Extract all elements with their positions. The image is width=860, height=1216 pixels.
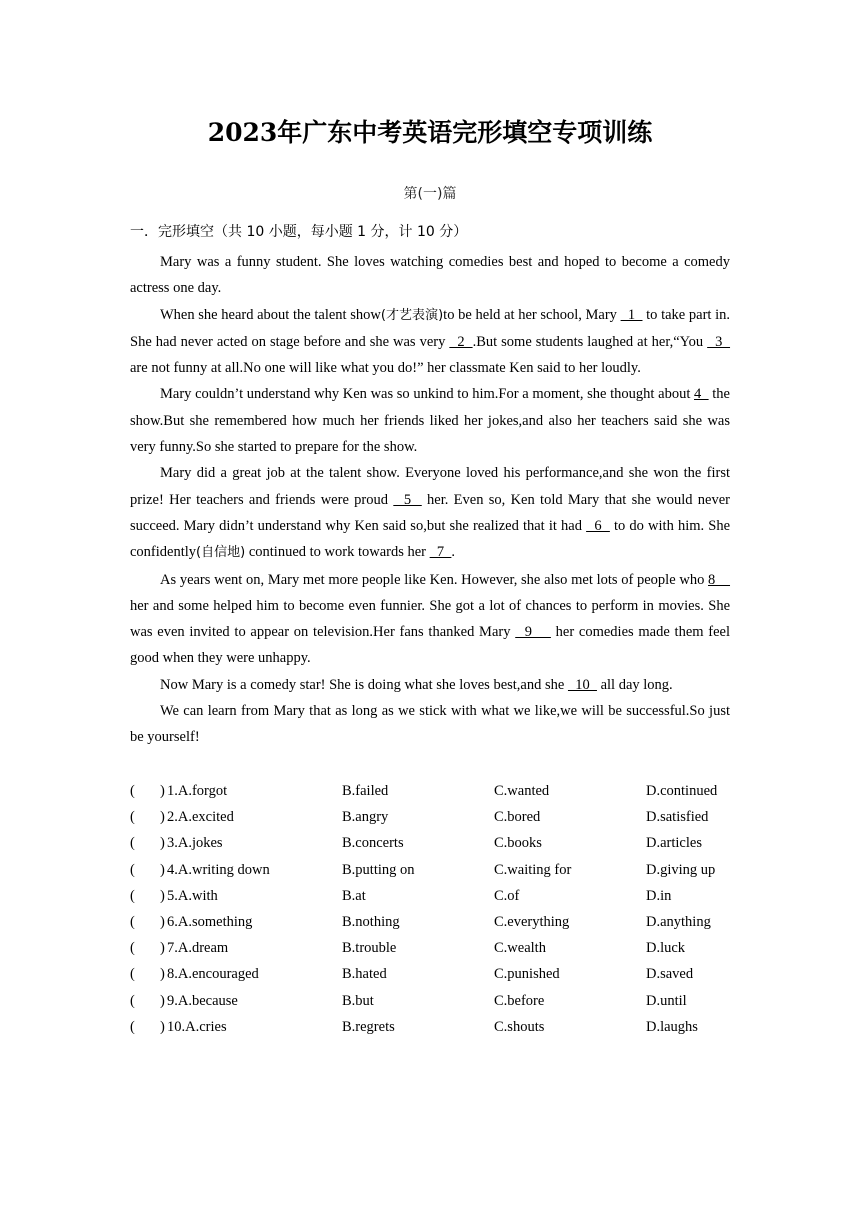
- option-b: B.trouble: [342, 940, 397, 957]
- answer-paren-open: (: [130, 913, 135, 930]
- blank-9: 9: [515, 624, 551, 641]
- option-b: B.putting on: [342, 861, 415, 878]
- option-c: C.wanted: [494, 783, 550, 799]
- option-c: C.bored: [494, 809, 541, 826]
- option-b: B.but: [342, 992, 374, 1009]
- option-a: 5.A.with: [167, 887, 218, 904]
- question-row: [130, 804, 750, 830]
- text: Now Mary is a comedy star! She is doing what she loves best,and she: [160, 676, 568, 693]
- option-d: D.anything: [646, 913, 711, 930]
- option-d: D.until: [646, 992, 687, 1009]
- question-row: [130, 883, 750, 909]
- blank-2: 2: [449, 333, 473, 350]
- option-c: C.everything: [494, 913, 570, 930]
- text: Mary did a great job at the talent show. Everyone loved his performance,and she won the first prize! Her teachers and friends were proud: [130, 465, 730, 508]
- option-d: D.luck: [646, 940, 686, 957]
- option-c: C.wealth: [494, 940, 546, 957]
- answer-paren-open: (: [130, 940, 135, 957]
- answer-paren-open: (: [130, 835, 135, 852]
- option-b: B.failed: [342, 783, 389, 799]
- passage: [130, 249, 730, 751]
- option-c: C.before: [494, 992, 545, 1009]
- page-title: 2023年广东中考英语完形填空专项训练: [207, 118, 653, 147]
- question-row: [130, 935, 750, 961]
- option-a: 6.A.something: [167, 913, 253, 930]
- option-b: B.angry: [342, 809, 389, 826]
- option-c: C.punished: [494, 966, 560, 983]
- blank-4: 4: [694, 386, 709, 403]
- option-b: B.nothing: [342, 913, 400, 930]
- text: the show.But she remembered how much her friends liked her jokes,and also her teachers said she was very funny.So she started to prepare for the show.: [130, 386, 730, 456]
- option-a: 9.A.because: [167, 992, 238, 1009]
- option-d: D.laughs: [646, 1018, 698, 1035]
- text: continued to work towards her: [245, 544, 430, 561]
- option-d: D.articles: [646, 835, 702, 852]
- option-a: 7.A.dream: [167, 940, 229, 957]
- answer-paren-close: ): [160, 1018, 165, 1035]
- option-d: D.saved: [646, 966, 694, 983]
- text: .But some students laughed at her,“You: [472, 333, 708, 350]
- answer-paren-open: (: [130, 992, 135, 1009]
- question-row: [130, 1014, 750, 1040]
- text: .: [451, 544, 456, 561]
- option-c: C.waiting for: [494, 861, 572, 878]
- text: When she heard about the talent show: [160, 306, 381, 323]
- text: Mary couldn’t understand why Ken was so unkind to him.For a moment, she thought about: [160, 386, 695, 403]
- page-subtitle: 第(一)篇: [403, 186, 457, 202]
- text: As years went on, Mary met more people like Ken. However, she also met lots of people who: [160, 571, 709, 588]
- answer-paren-close: ): [160, 861, 165, 878]
- paragraph-5: [130, 567, 730, 672]
- option-b: B.concerts: [342, 835, 404, 852]
- option-a: 2.A.excited: [167, 809, 234, 826]
- annotation: (才艺表演): [380, 307, 444, 323]
- text: her and some helped him to become even funnier. She got a lot of chances to perform in movies. She was even invited to appear on television.Her fans thanked Mary: [130, 597, 730, 641]
- question-row: [130, 961, 750, 987]
- paragraph-1: Mary was a funny student. She loves watching comedies best and hoped to become a comedy actress one day.: [130, 254, 730, 297]
- answer-paren-open: (: [130, 1018, 135, 1035]
- option-b: B.hated: [342, 966, 387, 983]
- text: are not funny at all.No one will like what you do!” her classmate Ken said to her loudly.: [130, 360, 641, 377]
- option-a: 8.A.encouraged: [167, 966, 259, 983]
- option-d: D.continued: [646, 783, 718, 799]
- option-a: 3.A.jokes: [167, 835, 223, 852]
- answer-paren-close: ): [160, 783, 165, 799]
- blank-3: 3: [707, 333, 731, 350]
- option-a: 10.A.cries: [167, 1018, 227, 1035]
- paragraph-3: [130, 381, 730, 460]
- answer-paren-close: ): [160, 992, 165, 1009]
- answer-paren-close: ): [160, 940, 165, 957]
- answer-paren-open: (: [130, 966, 135, 983]
- answer-paren-close: ): [160, 913, 165, 930]
- answer-paren-close: ): [160, 809, 165, 826]
- answer-paren-open: (: [130, 809, 135, 826]
- blank-10: 10: [567, 676, 597, 693]
- answer-paren-close: ): [160, 966, 165, 983]
- paragraph-4: [130, 460, 730, 566]
- answer-paren-close: ): [160, 887, 165, 904]
- question-row: [130, 857, 750, 883]
- text: to be held at her school, Mary: [443, 306, 621, 323]
- annotation: (自信地): [196, 545, 246, 561]
- option-d: D.satisfied: [646, 809, 709, 826]
- question-row: [130, 778, 750, 804]
- question-row: [130, 830, 750, 856]
- question-list: [130, 778, 750, 1040]
- option-a: 4.A.writing down: [167, 861, 270, 878]
- paragraph-6: [130, 672, 730, 698]
- section-heading: 一．完形填空（共 10 小题，每小题 1 分，计 10 分）: [130, 224, 468, 240]
- text: her. Even so, Ken told Mary that she would never succeed. Mary didn’t understand why Ken said so,but she realized that it had: [130, 491, 730, 534]
- paragraph-2: [130, 302, 730, 382]
- blank-1: 1: [620, 306, 643, 323]
- option-b: B.regrets: [342, 1018, 395, 1035]
- question-row: [130, 988, 750, 1014]
- blank-7: 7: [429, 544, 452, 561]
- option-c: C.shouts: [494, 1018, 545, 1035]
- text: to do with him. She confidently: [130, 517, 731, 561]
- text: to take part in. She had never acted on stage before and she was very: [130, 306, 730, 350]
- blank-8: 8: [708, 571, 731, 588]
- option-a: 1.A.forgot: [167, 783, 228, 799]
- answer-paren-open: (: [130, 783, 135, 799]
- option-c: C.of: [494, 887, 520, 904]
- option-c: C.books: [494, 835, 542, 852]
- paragraph-7: We can learn from Mary that as long as we stick with what we like,we will be successful.So just be yourself!: [130, 703, 730, 746]
- question-row: [130, 909, 750, 935]
- blank-6: 6: [586, 517, 610, 534]
- option-d: D.giving up: [646, 861, 716, 878]
- text: all day long.: [596, 676, 673, 693]
- blank-5: 5: [393, 491, 422, 508]
- option-b: B.at: [342, 887, 366, 904]
- answer-paren-close: ): [160, 835, 165, 852]
- answer-paren-open: (: [130, 861, 135, 878]
- text: her comedies made them feel good when they were unhappy.: [130, 624, 730, 667]
- answer-paren-open: (: [130, 887, 135, 904]
- option-d: D.in: [646, 887, 672, 904]
